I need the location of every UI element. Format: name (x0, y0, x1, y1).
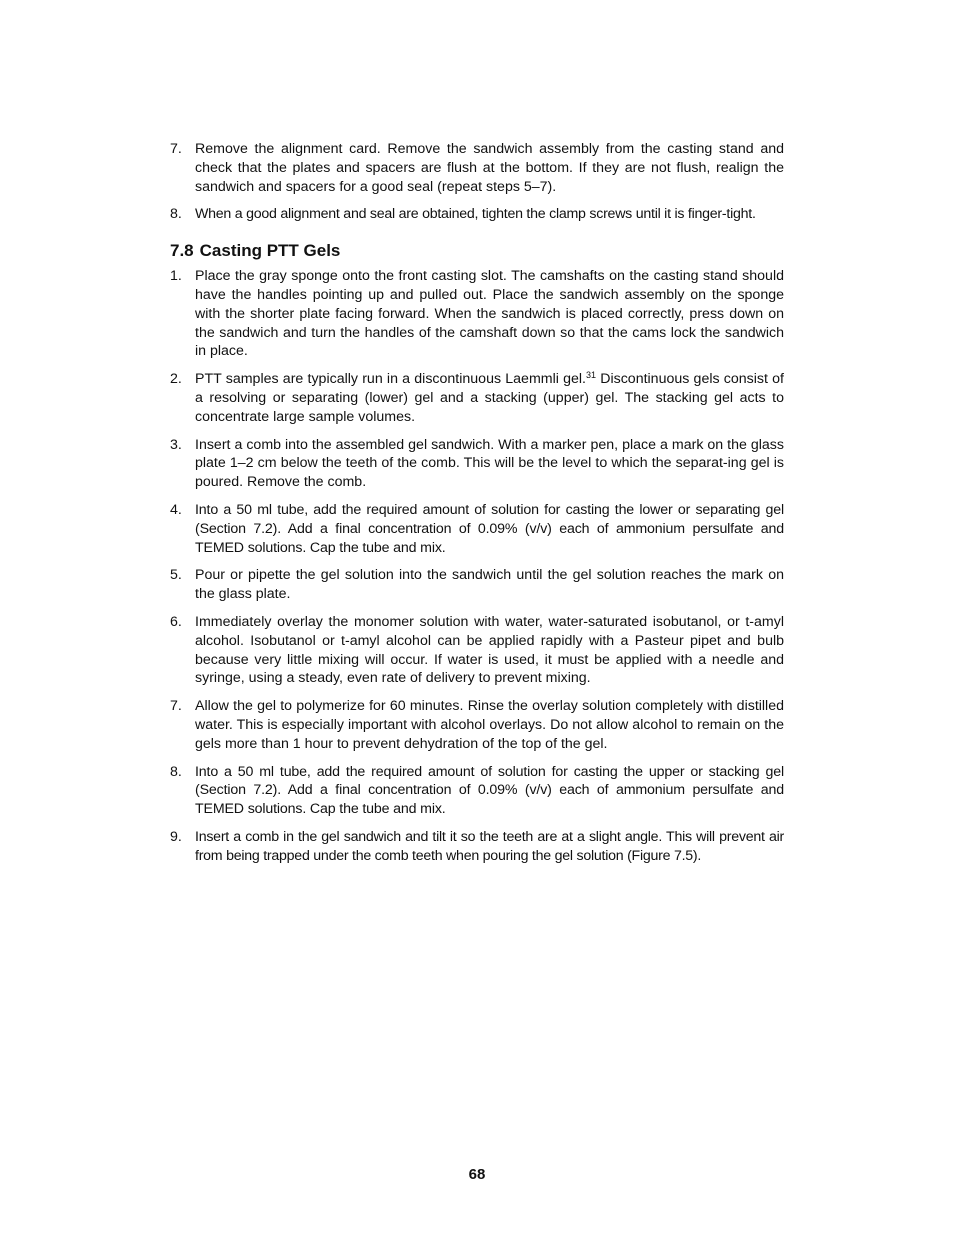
list-item-text: Insert a comb into the assembled gel sandwich. With a marker pen, place a mark on the glass plate 1–2 cm below the teeth of the comb. This will be the level to which the separat-ing gel is poured. Remove the comb. (195, 436, 784, 491)
list-item-text (195, 371, 784, 425)
page-number: 68 (468, 1166, 486, 1183)
list-item (170, 205, 784, 224)
list-item-number: 9. (170, 828, 182, 845)
list-item (170, 613, 784, 688)
list-item (170, 370, 784, 426)
citation-superscript: 31 (585, 370, 596, 381)
list-item (170, 436, 784, 492)
text-before-citation: PTT samples are typically run in a discontinuous Laemmli gel. (195, 371, 586, 388)
list-item (170, 501, 784, 557)
section-heading (170, 241, 784, 261)
list-item-number: 7. (170, 698, 182, 715)
list-item (170, 763, 784, 819)
list-item-text: Into a 50 ml tube, add the required amount of solution for casting the lower or separating gel (Section 7.2). Add a final concentration of 0.09% (v/v) each of ammonium persulfate and TEMED solutions. Cap the tube and mix. (195, 501, 784, 556)
list-item-text: Immediately overlay the monomer solution with water, water-saturated isobutanol, or t-amyl alcohol. Isobutanol or t-amyl alcohol can be applied rapidly with a Pasteur pipet and bulb because very little mixing will occur. If water is used, it must be applied with a needle and syringe, using a steady, even rate of delivery to prevent mixing. (195, 613, 784, 687)
list-item-number: 5. (170, 567, 182, 584)
list-item-text: Remove the alignment card. Remove the sandwich assembly from the casting stand and check that the plates and spacers are flush at the bottom. If they are not flush, realign the sandwich and spacers for a good seal (repeat steps 5–7). (195, 141, 784, 195)
list-item-text: Insert a comb in the gel sandwich and tilt it so the teeth are at a slight angle. This will prevent air from being trapped under the comb teeth when pouring the gel solution (Figure 7.5). (195, 828, 784, 864)
list-item (170, 566, 784, 604)
list-item-number: 2. (170, 371, 182, 388)
list-item (170, 697, 784, 753)
list-item (170, 828, 784, 866)
list-item-text: Place the gray sponge onto the front casting slot. The camshafts on the casting stand should have the handles pointing up and pulled out. Place the sandwich assembly on the sponge with the shorter plate facing forward. When the sandwich is placed correctly, press down on the sandwich and turn the handles of the camshaft down so that the cams lock the sandwich in place. (195, 268, 784, 360)
list-item-number: 3. (170, 436, 182, 453)
list-item (170, 140, 784, 196)
list-item-number: 6. (170, 613, 182, 630)
list-item-text: When a good alignment and seal are obtained, tighten the clamp screws until it is finger-tight. (195, 206, 756, 223)
page-content (170, 140, 784, 875)
list-item-number: 1. (170, 268, 182, 285)
list-item (170, 267, 784, 361)
list-item-number: 8. (170, 206, 182, 223)
list-item-text: Into a 50 ml tube, add the required amount of solution for casting the upper or stacking gel (Section 7.2). Add a final concentration of 0.09% (v/v) each of ammonium persulfate and TEMED solutions. Cap the tube and mix. (195, 763, 784, 818)
section-number: 7.8 (170, 241, 194, 261)
section-title: Casting PTT Gels (199, 241, 341, 261)
list-item-text: Pour or pipette the gel solution into the sandwich until the gel solution reaches the mark on the glass plate. (195, 567, 784, 603)
list-item-number: 8. (170, 763, 182, 780)
text-after-citation: Discontinuous gels consist of a resolving or separating (lower) gel and a stacking (upper) gel. The stacking gel acts to concentrate large sample volumes. (195, 371, 784, 425)
list-item-text: Allow the gel to polymerize for 60 minutes. Rinse the overlay solution completely with distilled water. This is especially important with alcohol overlays. Do not allow alcohol to remain on the gels more than 1 hour to prevent dehydration of the top of the gel. (195, 698, 784, 752)
list-item-number: 4. (170, 501, 182, 518)
list-item-number: 7. (170, 141, 182, 157)
